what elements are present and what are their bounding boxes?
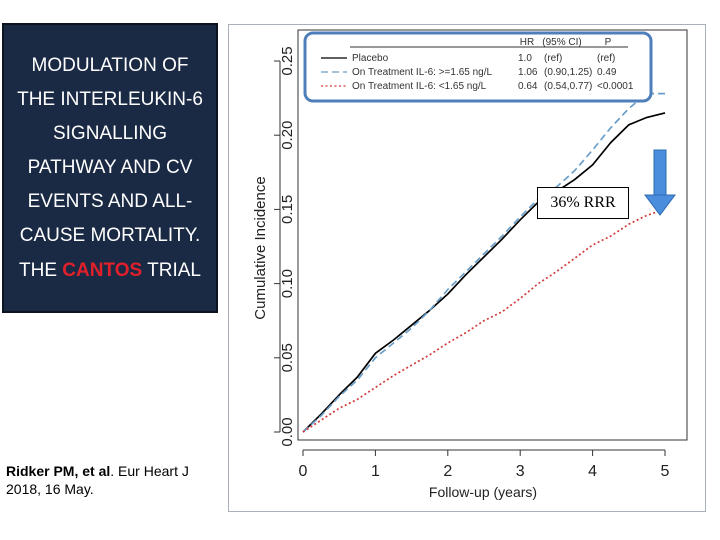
- legend-ci: (ref): [544, 53, 563, 64]
- y-tick-label: 0.25: [278, 46, 296, 76]
- title-cantos: CANTOS: [62, 260, 143, 281]
- rrr-arrow-head: [645, 195, 675, 215]
- legend-ci: (0.90,1.25): [544, 67, 593, 78]
- x-tick-label: 1: [370, 463, 380, 480]
- title-line-3: SIGNALLING: [52, 123, 168, 144]
- citation-authors: Ridker PM, et al: [6, 463, 111, 479]
- y-tick-label: 0.05: [278, 343, 296, 373]
- x-tick-label: 3: [515, 463, 525, 480]
- y-tick-label: 0.00: [278, 417, 296, 447]
- title-line-5: EVENTS AND ALL-: [27, 191, 193, 212]
- y-tick-label: 0.15: [278, 194, 296, 225]
- citation-journal: . Eur Heart J: [110, 463, 189, 479]
- rrr-annotation: 36% RRR: [537, 187, 629, 219]
- legend-header: HR: [519, 37, 535, 48]
- y-tick-label: 0.20: [278, 120, 296, 150]
- x-tick-label: 5: [660, 463, 670, 480]
- legend-header: P: [604, 37, 612, 48]
- x-tick-label: 4: [588, 463, 598, 480]
- x-axis-title: Follow-up (years): [428, 484, 538, 500]
- y-axis-title: Cumulative Incidence: [252, 176, 269, 320]
- rrr-arrow-shaft: [654, 150, 666, 195]
- legend-header: (95% CI): [542, 37, 582, 48]
- legend-series-name: On Treatment IL-6: <1.65 ng/L: [352, 81, 487, 92]
- title-the: THE: [19, 260, 63, 281]
- legend-hr: 1.0: [518, 53, 532, 64]
- legend-p: 0.49: [597, 67, 617, 78]
- legend-series-name: Placebo: [352, 53, 389, 64]
- title-line-2: THE INTERLEUKIN-6: [17, 89, 203, 110]
- legend-hr: 1.06: [518, 67, 538, 78]
- x-tick-label: 2: [443, 463, 453, 480]
- title-line-4: PATHWAY AND CV: [27, 157, 193, 178]
- title-line-6: CAUSE MORTALITY.: [19, 225, 201, 246]
- legend-hr: 0.64: [518, 81, 538, 92]
- x-tick-label: 0: [298, 463, 308, 480]
- legend-ci: (0.54,0.77): [544, 81, 593, 92]
- title-line-1: MODULATION OF: [31, 55, 189, 76]
- y-tick-label: 0.10: [278, 268, 296, 299]
- series-line: [303, 94, 665, 432]
- title-trial: TRIAL: [142, 260, 201, 281]
- legend-p: <0.0001: [597, 81, 634, 92]
- citation-date: 2018, 16 May.: [6, 481, 94, 497]
- series-line: [303, 113, 665, 432]
- legend-p: (ref): [597, 53, 616, 64]
- series-line: [303, 209, 665, 432]
- legend-series-name: On Treatment IL-6: >=1.65 ng/L: [352, 67, 493, 78]
